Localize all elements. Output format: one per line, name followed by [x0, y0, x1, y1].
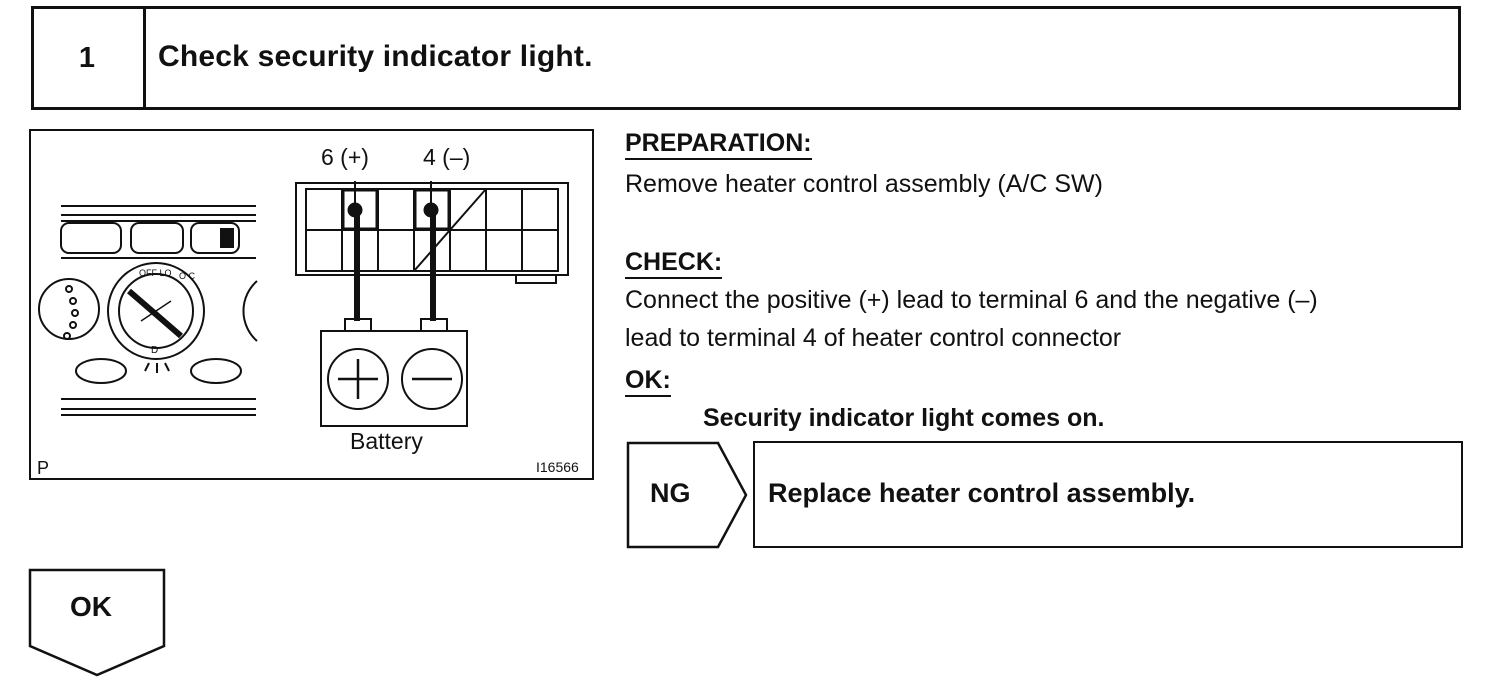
wiring-figure [29, 129, 594, 480]
preparation-text: Remove heater control assembly (A/C SW) [625, 170, 1103, 198]
ng-label: NG [650, 478, 691, 508]
figure-id: I16566 [536, 459, 579, 475]
ok-heading: OK: [625, 367, 671, 397]
svg-text:OFF LO: OFF LO [139, 268, 172, 278]
check-text-line-1: Connect the positive (+) lead to terminal 6 and the negative (–) [625, 286, 1318, 314]
check-text-line-2: lead to terminal 4 of heater control connector [625, 324, 1122, 352]
ok-flow-label: OK [70, 591, 112, 622]
ng-action-text: Replace heater control assembly. [768, 478, 1196, 508]
ok-result-text: Security indicator light comes on. [703, 404, 1105, 432]
terminal-6-label: 6 (+) [321, 144, 369, 170]
step-number: 1 [31, 6, 146, 110]
test-leads [348, 181, 438, 321]
svg-text:D: D [151, 345, 159, 356]
terminal-4-label: 4 (–) [423, 144, 471, 170]
svg-text:O C: O C [179, 271, 196, 281]
preparation-heading: PREPARATION: [625, 130, 812, 160]
battery-label: Battery [350, 428, 423, 454]
step-title: Check security indicator light. [158, 40, 593, 73]
heater-control-panel-drawing [39, 206, 257, 415]
check-heading: CHECK: [625, 249, 722, 279]
ok-arrow-shape [28, 568, 168, 680]
battery-drawing [321, 319, 467, 426]
figure-corner-code: P [37, 458, 50, 478]
heater-panel-illustration [31, 131, 596, 482]
